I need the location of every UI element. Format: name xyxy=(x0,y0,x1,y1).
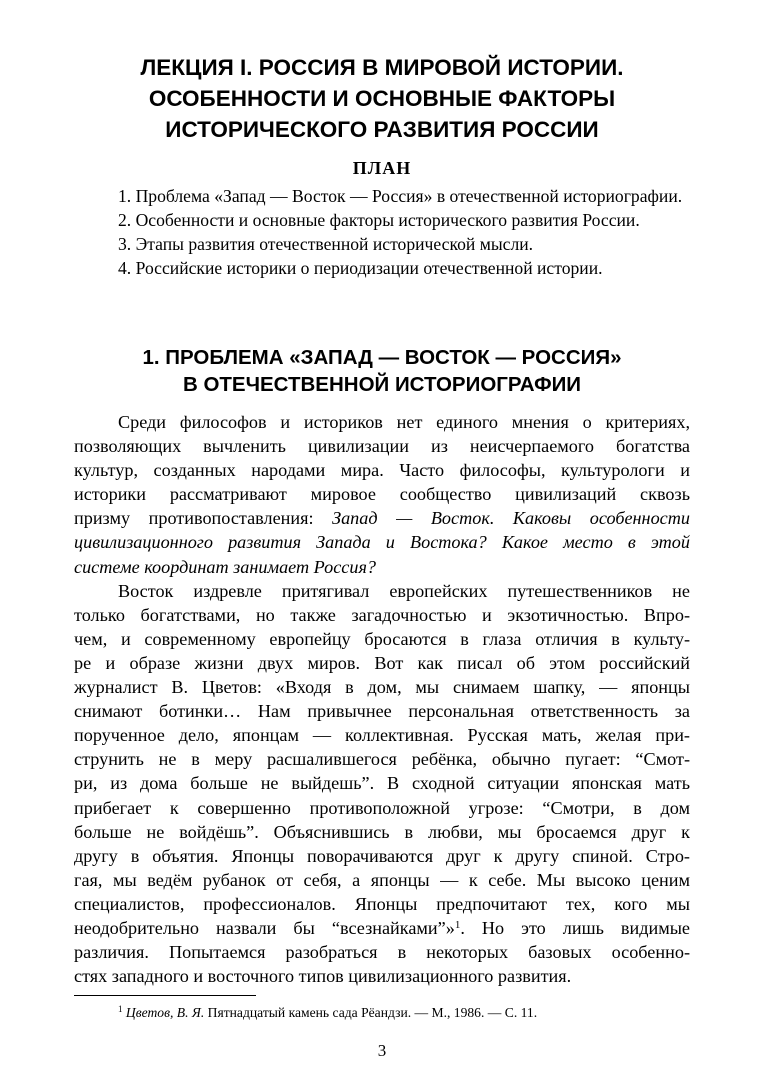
text-line: больше не войдёшь”. Объяснившись в любви, мы бросаемся друг к xyxy=(74,821,690,842)
paragraph-1 xyxy=(74,410,690,579)
text-line: Среди философов и историков нет единого мнения о критериях, xyxy=(118,412,690,432)
text-line xyxy=(74,506,690,530)
text-line: специалистов, профессионалов. Японцы предпочитают тех, кого мы xyxy=(74,893,690,914)
plan-item: 2. Особенности и основные факторы исторического развития России. xyxy=(118,210,640,230)
text-line xyxy=(74,555,690,579)
footnote-divider xyxy=(74,995,256,996)
paragraph-2 xyxy=(74,579,690,989)
section-title xyxy=(64,344,700,398)
text-line: историки рассматривают мировое сообщество цивилизаций сквозь xyxy=(74,484,690,505)
text-line: ре и образе жизни двух миров. Вот как писал об этом российский xyxy=(74,652,690,673)
body-text xyxy=(74,410,690,988)
italic-question: системе координат занимает Россия? xyxy=(74,556,377,577)
footnote-author: Цветов, В. Я. xyxy=(125,1005,205,1020)
footnote-marker: 1 xyxy=(118,1004,123,1014)
lecture-title-line: ОСОБЕННОСТИ И ОСНОВНЫЕ ФАКТОРЫ xyxy=(148,86,616,111)
text-line: стях западного и восточного типов цивилизационного развития. xyxy=(74,966,572,987)
footnote xyxy=(118,1004,690,1022)
plan-item: 4. Российские историки о периодизации отечественной истории. xyxy=(118,258,603,278)
footnote-text: Пятнадцатый камень сада Рёандзи. — М., 1986. — С. 11. xyxy=(204,1005,538,1020)
text-line: журналист В. Цветов: «Входя в дом, мы снимаем шапку, — японцы xyxy=(74,677,690,698)
plan-list xyxy=(74,184,690,280)
text-line: порученное дело, японцам — коллективная. Русская мать, желая при- xyxy=(74,725,690,746)
text-line: ри, из дома больше не выйдешь”. В сходной ситуации японская мать xyxy=(74,773,690,794)
section-title-line: 1. ПРОБЛЕМА «ЗАПАД — ВОСТОК — РОССИЯ» xyxy=(142,346,622,369)
text-line: Восток издревле притягивал европейских путешественников не xyxy=(118,580,690,601)
plan-item: 1. Проблема «Запад — Восток — Россия» в отечественной историографии. xyxy=(118,186,683,206)
page-number: 3 xyxy=(377,1041,387,1060)
text-line: прибегает к совершенно противоположной угрозе: “Смотри, в дом xyxy=(74,797,690,818)
italic-question: Запад — Восток. Каковы особенности xyxy=(332,508,690,529)
text-fragment: призму противопоставления: xyxy=(74,508,333,529)
document-page xyxy=(74,0,690,1079)
italic-question: цивилизационного развития Запада и Востока? Какое место в этой xyxy=(74,532,690,553)
text-line: гая, мы ведём рубанок от себя, а японцы — к себе. Мы высоко ценим xyxy=(74,869,690,890)
text-line: культур, созданных народами мира. Часто философы, культурологи и xyxy=(74,460,690,481)
text-line: струнить не в меру расшалившегося ребёнка, обычно пугает: “Смот- xyxy=(74,749,690,770)
text-line xyxy=(74,916,690,940)
text-fragment: . Но это лишь видимые xyxy=(460,917,690,938)
text-line: другу в объятия. Японцы поворачиваются друг к другу спиной. Стро- xyxy=(74,845,690,866)
text-line: различия. Попытаемся разобраться в некоторых базовых особенно- xyxy=(74,942,690,963)
lecture-title xyxy=(64,52,700,145)
text-fragment: неодобрительно назвали бы “всезнайками”» xyxy=(74,917,455,938)
text-line: позволяющих вычленить цивилизации из неисчерпаемого богатства xyxy=(74,436,690,457)
footnote-ref: 1 xyxy=(454,918,461,931)
text-line: чем, и современному европейцу бросаются в глаза отличия в культу- xyxy=(74,628,690,649)
text-line: только богатствами, но также загадочностью и экзотичностью. Впро- xyxy=(74,604,690,625)
lecture-title-line: ИСТОРИЧЕСКОГО РАЗВИТИЯ РОССИИ xyxy=(165,117,599,142)
text-line xyxy=(74,530,690,554)
text-line: снимают ботинки… Нам привычнее персональная ответственность за xyxy=(74,701,690,722)
plan-item: 3. Этапы развития отечественной исторической мысли. xyxy=(118,234,534,254)
plan-heading: ПЛАН xyxy=(352,158,412,178)
lecture-title-line: ЛЕКЦИЯ I. РОССИЯ В МИРОВОЙ ИСТОРИИ. xyxy=(140,55,624,80)
section-title-line: В ОТЕЧЕСТВЕННОЙ ИСТОРИОГРАФИИ xyxy=(182,373,582,396)
